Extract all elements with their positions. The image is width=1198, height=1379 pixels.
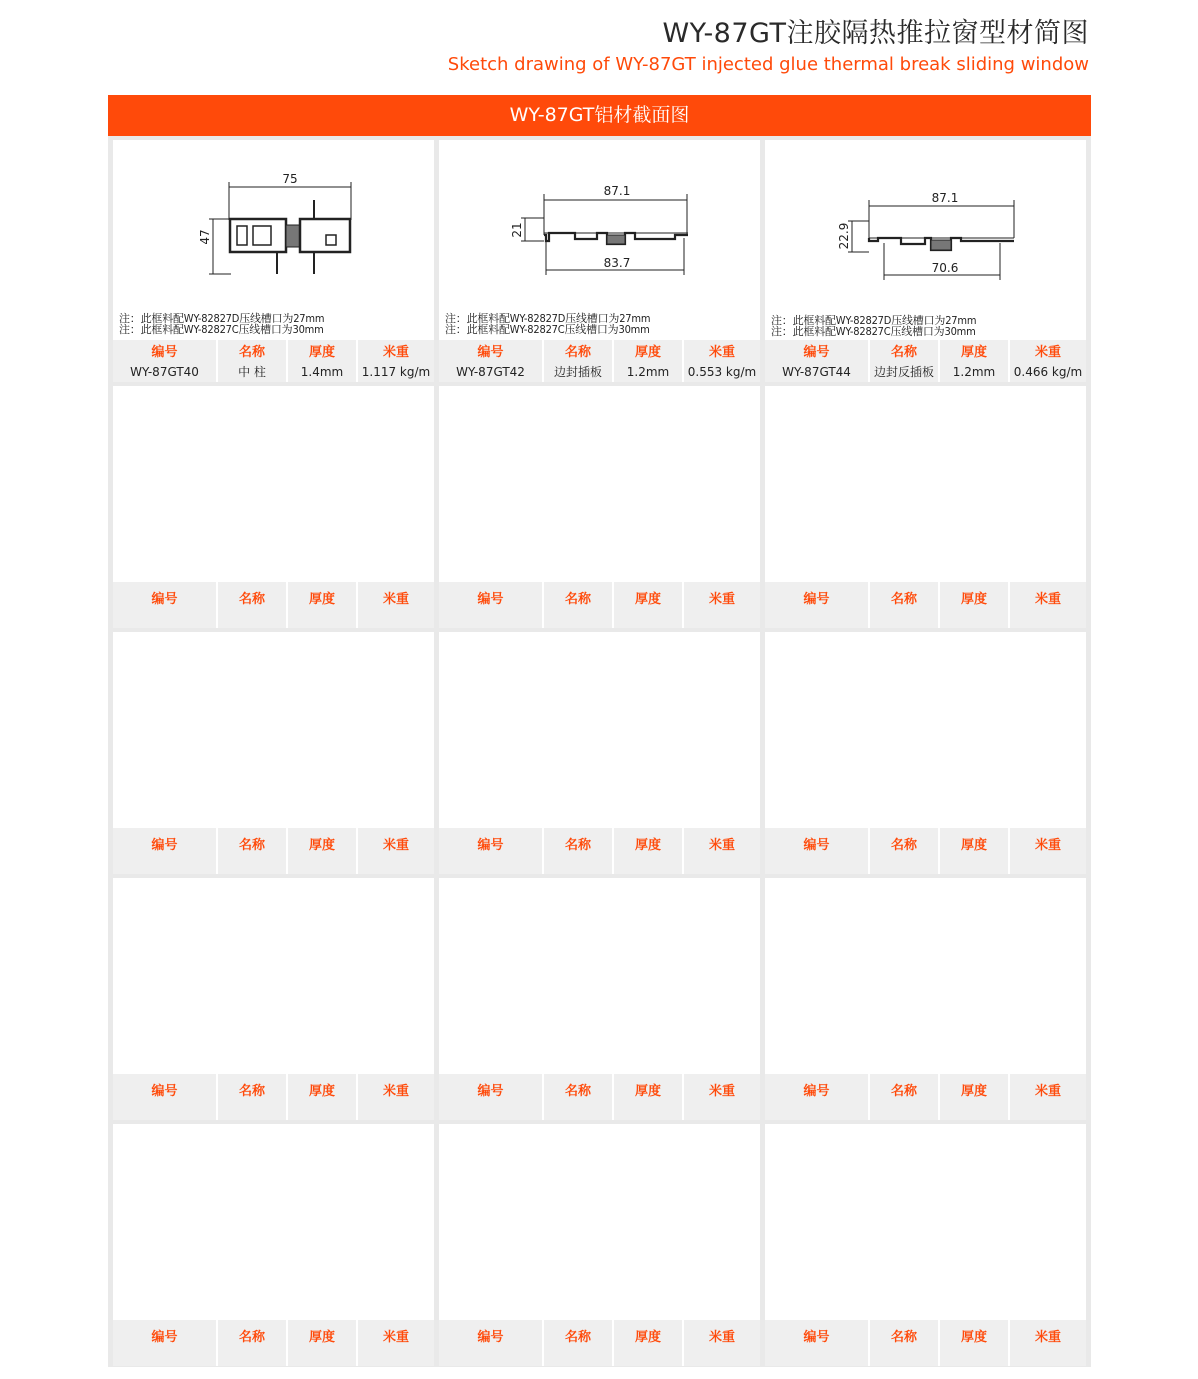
header-thickness: 厚度 (613, 340, 683, 361)
header-code: 编号 (477, 345, 504, 360)
profile-weight: 1.117 kg/m (357, 361, 434, 382)
header-code: 编号 (803, 345, 830, 360)
profile-drawing-gt44 (765, 140, 1086, 338)
header-name: 名称 (869, 1320, 939, 1366)
header-name: 名称 (217, 828, 287, 874)
dim-height: 21 (510, 222, 524, 238)
header-weight: 米重 (683, 1320, 760, 1366)
profile-weight: 0.553 kg/m (683, 361, 760, 382)
note-line: 注：此框料配WY-82827D压线槽口为27mm (119, 312, 325, 325)
header-weight: 米重 (1009, 1074, 1086, 1120)
empty-profile-card (765, 878, 1086, 1120)
header-name: 名称 (217, 582, 287, 628)
header-name: 名称 (543, 1320, 613, 1366)
header-name: 名称 (869, 340, 939, 361)
empty-profile-card (765, 386, 1086, 628)
header-code: 编号 (151, 592, 178, 607)
dim-top: 87.1 (603, 184, 631, 198)
empty-profile-card (439, 1124, 760, 1366)
header-thickness: 厚度 (287, 828, 357, 874)
header-weight: 米重 (357, 340, 434, 361)
dim-height: 22.9 (837, 222, 851, 250)
spec-table (439, 1320, 760, 1366)
spec-table (439, 582, 760, 628)
profile-card (113, 140, 434, 382)
spec-table (765, 582, 1086, 628)
header-weight: 米重 (1009, 828, 1086, 874)
profile-name: 边封反插板 (869, 361, 939, 382)
empty-profile-card (113, 386, 434, 628)
note-line: 注：此框料配WY-82827C压线槽口为30mm (119, 323, 324, 336)
profile-notes (771, 315, 976, 337)
empty-profile-card (765, 1124, 1086, 1366)
profile-grid (108, 136, 1091, 1367)
profile-thickness: 1.2mm (613, 361, 683, 382)
header-name: 名称 (217, 1074, 287, 1120)
header-code: 编号 (151, 838, 178, 853)
profile-name: 中 柱 (217, 361, 287, 382)
spec-table (439, 340, 760, 382)
page-title: WY-87GT注胶隔热推拉窗型材简图 (662, 18, 1089, 49)
empty-profile-card (765, 632, 1086, 874)
spec-table (439, 828, 760, 874)
header-code: 编号 (477, 1084, 504, 1099)
header-thickness: 厚度 (613, 1074, 683, 1120)
header-weight: 米重 (683, 582, 760, 628)
spec-table (765, 828, 1086, 874)
header-thickness: 厚度 (939, 1074, 1009, 1120)
header-weight: 米重 (1009, 582, 1086, 628)
profile-code: WY-87GT42 (456, 364, 525, 379)
note-line: 注：此框料配WY-82827D压线槽口为27mm (771, 314, 977, 327)
header-name: 名称 (217, 1320, 287, 1366)
dim-height: 47 (198, 229, 212, 245)
empty-profile-card (439, 386, 760, 628)
header-thickness: 厚度 (939, 828, 1009, 874)
note-line: 注：此框料配WY-82827D压线槽口为27mm (445, 312, 651, 325)
spec-table (765, 1074, 1086, 1120)
dim-bottom: 70.6 (931, 261, 959, 275)
profile-notes (445, 313, 650, 335)
profile-card (765, 140, 1086, 382)
header-code: 编号 (803, 592, 830, 607)
header-code: 编号 (151, 1084, 178, 1099)
profile-thickness: 1.4mm (287, 361, 357, 382)
header-weight: 米重 (683, 1074, 760, 1120)
note-line: 注：此框料配WY-82827C压线槽口为30mm (771, 325, 976, 338)
header-thickness: 厚度 (287, 1320, 357, 1366)
header-code: 编号 (151, 345, 178, 360)
header-weight: 米重 (1009, 340, 1086, 361)
empty-profile-card (113, 878, 434, 1120)
profile-thickness: 1.2mm (939, 361, 1009, 382)
dim-width: 75 (282, 172, 298, 186)
profile-weight: 0.466 kg/m (1009, 361, 1086, 382)
profile-card (439, 140, 760, 382)
spec-table (765, 1320, 1086, 1366)
header-thickness: 厚度 (939, 1320, 1009, 1366)
dim-bottom: 83.7 (603, 256, 631, 270)
header-code: 编号 (803, 1084, 830, 1099)
header-name: 名称 (869, 582, 939, 628)
profile-drawing-gt40 (113, 140, 434, 338)
spec-table (439, 1074, 760, 1120)
header-name: 名称 (543, 340, 613, 361)
header-name: 名称 (217, 340, 287, 361)
header-thickness: 厚度 (287, 1074, 357, 1120)
section-header: WY-87GT铝材截面图 (108, 95, 1091, 136)
header-weight: 米重 (357, 828, 434, 874)
empty-profile-card (439, 632, 760, 874)
profile-code: WY-87GT44 (782, 364, 851, 379)
header-thickness: 厚度 (613, 1320, 683, 1366)
header-weight: 米重 (1009, 1320, 1086, 1366)
header-code: 编号 (477, 592, 504, 607)
profile-code: WY-87GT40 (130, 364, 199, 379)
header-weight: 米重 (683, 340, 760, 361)
spec-table (113, 1074, 434, 1120)
header-weight: 米重 (683, 828, 760, 874)
header-thickness: 厚度 (287, 582, 357, 628)
spec-table (113, 582, 434, 628)
header-weight: 米重 (357, 1074, 434, 1120)
profile-notes (119, 313, 324, 335)
header-code: 编号 (151, 1330, 178, 1345)
header-thickness: 厚度 (613, 828, 683, 874)
spec-table (113, 340, 434, 382)
spec-table (113, 1320, 434, 1366)
header-thickness: 厚度 (613, 582, 683, 628)
spec-table (113, 828, 434, 874)
empty-profile-card (113, 632, 434, 874)
dim-top: 87.1 (931, 191, 959, 205)
header-code: 编号 (477, 838, 504, 853)
header-code: 编号 (803, 838, 830, 853)
note-line: 注：此框料配WY-82827C压线槽口为30mm (445, 323, 650, 336)
spec-table (765, 340, 1086, 382)
page-subtitle: Sketch drawing of WY-87GT injected glue thermal break sliding window (447, 54, 1089, 75)
profile-drawing-gt42 (439, 140, 760, 338)
header-name: 名称 (543, 582, 613, 628)
empty-profile-card (439, 878, 760, 1120)
header-code: 编号 (803, 1330, 830, 1345)
header-weight: 米重 (357, 1320, 434, 1366)
profile-name: 边封插板 (543, 361, 613, 382)
header-thickness: 厚度 (939, 582, 1009, 628)
header-name: 名称 (543, 828, 613, 874)
header-thickness: 厚度 (939, 340, 1009, 361)
header-name: 名称 (543, 1074, 613, 1120)
header-weight: 米重 (357, 582, 434, 628)
header-name: 名称 (869, 1074, 939, 1120)
empty-profile-card (113, 1124, 434, 1366)
header-name: 名称 (869, 828, 939, 874)
header (448, 14, 1089, 76)
header-thickness: 厚度 (287, 340, 357, 361)
header-code: 编号 (477, 1330, 504, 1345)
